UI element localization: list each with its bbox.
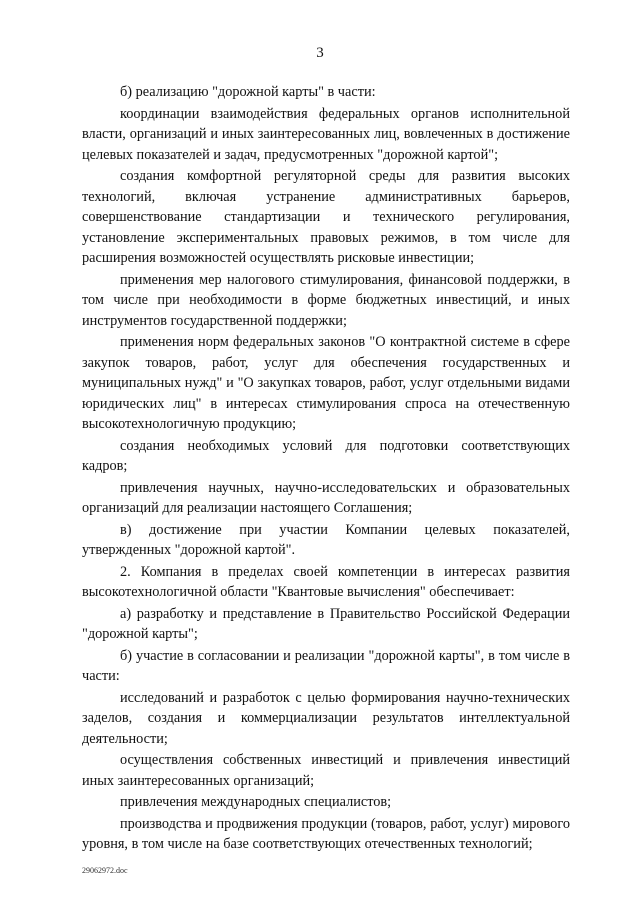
paragraph-international-specialists: привлечения международных специалистов; bbox=[120, 794, 392, 810]
paragraph-production-promotion: производства и продвижения продукции (товаров, работ, услуг) мирового уровня, в том числе на базе соответствующих отечественных технологий; bbox=[82, 815, 570, 852]
document-body bbox=[82, 82, 570, 856]
paragraph-scientific-organizations: привлечения научных, научно-исследовательских и образовательных организаций для реализации настоящего Соглашения; bbox=[82, 479, 570, 516]
paragraph-investments: осуществления собственных инвестиций и привлечения инвестиций иных заинтересованных организаций; bbox=[82, 752, 570, 789]
paragraph-research-development: исследований и разработок с целью формирования научно-технических заделов, создания и коммерциализации результатов интеллектуальной деятельности; bbox=[82, 689, 570, 747]
paragraph-b-roadmap-participation: б) участие в согласовании и реализации "дорожной карты", в том числе в части: bbox=[82, 647, 570, 684]
page-number: 3 bbox=[316, 45, 324, 61]
paragraph-personnel-training: создания необходимых условий для подготовки соответствующих кадров; bbox=[82, 437, 570, 474]
paragraph-tax-incentives: применения мер налогового стимулирования, финансовой поддержки, в том числе при необходимости в форме бюджетных инвестиций, и иных инструментов государственной поддержки; bbox=[82, 271, 570, 329]
paragraph-2-company-obligations: 2. Компания в пределах своей компетенции в интересах развития высокотехнологичной области "Квантовые вычисления" обеспечивает: bbox=[82, 563, 570, 600]
paragraph-v-target-indicators: в) достижение при участии Компании целевых показателей, утвержденных "дорожной картой". bbox=[82, 521, 570, 558]
paragraph-b-roadmap-implementation: б) реализацию "дорожной карты" в части: bbox=[120, 84, 376, 100]
paragraph-federal-laws: применения норм федеральных законов "О контрактной системе в сфере закупок товаров, работ, услуг для обеспечения государственных и муниципальных нужд" и "О закупках товаров, работ, услуг отдельными видами юридических лиц" в интересах стимулирования спроса на отечественную высокотехнологичную продукцию; bbox=[82, 334, 570, 432]
paragraph-regulatory-environment: создания комфортной регуляторной среды для развития высоких технологий, включая устранение административных барьеров, совершенствование стандартизации и технического регулирования, установление экспериментальных правовых режимов, в том числе для расширения возможностей осуществлять рисковые инвестиции; bbox=[82, 168, 570, 266]
paragraph-a-roadmap-development: а) разработку и представление в Правительство Российской Федерации "дорожной карты"; bbox=[82, 605, 570, 642]
paragraph-coordination: координации взаимодействия федеральных органов исполнительной власти, организаций и иных заинтересованных лиц, вовлеченных в достижение целевых показателей и задач, предусмотренных "дорожной картой"; bbox=[82, 105, 570, 163]
footer-filename: 29062972.doc bbox=[82, 866, 128, 875]
